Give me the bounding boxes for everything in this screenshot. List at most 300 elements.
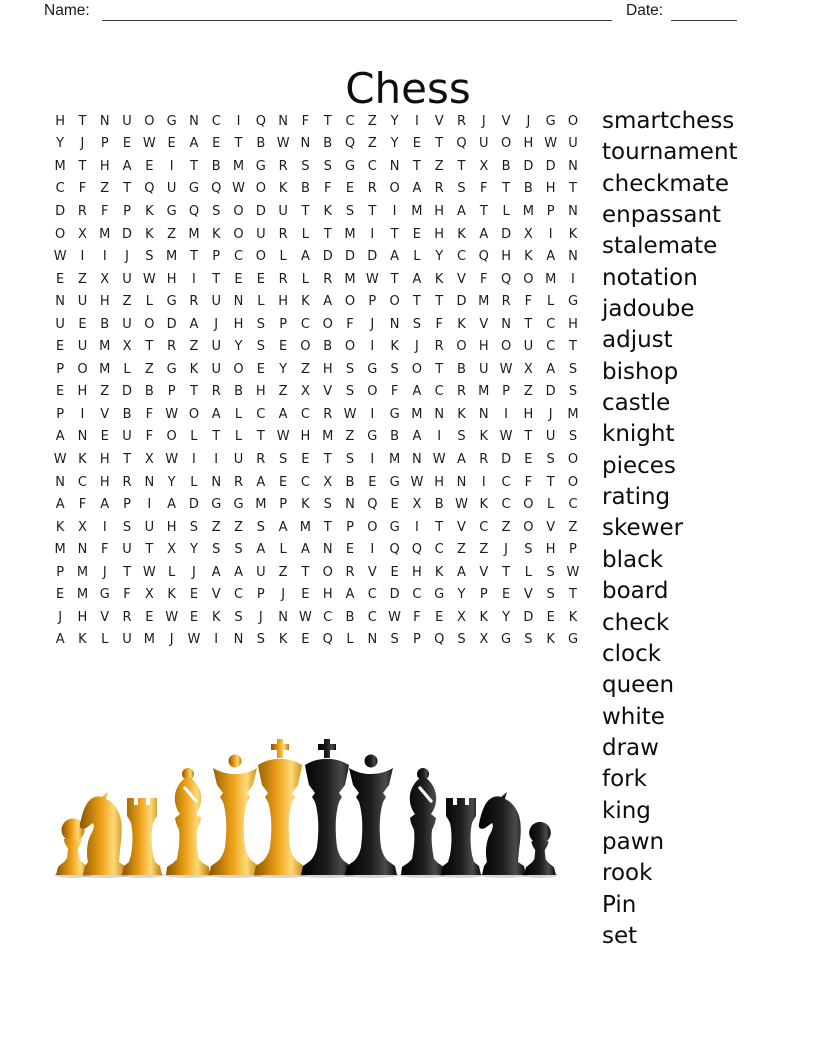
- grid-cell: S: [278, 451, 288, 467]
- grid-cell: N: [389, 316, 400, 332]
- grid-cell: T: [256, 429, 265, 445]
- word-list-item: white: [602, 703, 665, 730]
- gold-king-icon: [254, 739, 306, 875]
- grid-cell: W: [142, 136, 156, 152]
- grid-cell: O: [255, 249, 266, 265]
- grid-cell: E: [546, 609, 555, 625]
- grid-cell: T: [368, 203, 377, 219]
- grid-cell: P: [412, 632, 421, 648]
- grid-cell: D: [122, 226, 133, 242]
- grid-cell: X: [412, 497, 422, 513]
- grid-cell: K: [278, 181, 288, 197]
- grid-cell: Y: [56, 136, 65, 152]
- grid-cell: I: [192, 271, 196, 287]
- grid-cell: T: [123, 564, 132, 580]
- grid-cell: X: [77, 226, 87, 242]
- word-list-item: clock: [602, 640, 662, 667]
- grid-cell: C: [323, 609, 333, 625]
- grid-cell: M: [143, 632, 155, 648]
- grid-cell: H: [255, 384, 266, 400]
- grid-cell: S: [189, 519, 199, 535]
- grid-cell: M: [232, 158, 245, 174]
- grid-cell: T: [435, 294, 444, 310]
- grid-cell: N: [278, 113, 288, 129]
- grid-cell: G: [99, 587, 110, 603]
- grid-cell: Z: [122, 294, 132, 310]
- grid-cell: G: [367, 361, 378, 377]
- grid-cell: B: [345, 609, 355, 625]
- grid-cell: D: [55, 203, 66, 219]
- grid-cell: D: [322, 249, 333, 265]
- grid-cell: T: [78, 113, 87, 129]
- grid-cell: U: [523, 339, 534, 355]
- grid-cell: T: [435, 136, 444, 152]
- grid-cell: U: [256, 564, 266, 580]
- grid-cell: J: [80, 136, 85, 152]
- grid-cell: K: [434, 564, 444, 580]
- grid-cell: H: [545, 181, 556, 197]
- grid-cell: G: [166, 361, 177, 377]
- word-list-item: king: [602, 797, 651, 824]
- grid-cell: E: [78, 316, 87, 332]
- grid-cell: X: [122, 339, 132, 355]
- grid-cell: D: [367, 249, 378, 265]
- grid-cell: I: [80, 406, 85, 422]
- grid-cell: I: [214, 451, 219, 467]
- grid-cell: S: [568, 361, 578, 377]
- grid-cell: W: [276, 429, 290, 445]
- grid-cell: M: [188, 226, 200, 242]
- grid-cell: T: [569, 587, 577, 603]
- grid-cell: D: [545, 158, 556, 174]
- grid-cell: S: [457, 429, 466, 445]
- grid-cell: V: [367, 564, 377, 580]
- grid-cell: N: [568, 249, 578, 265]
- word-list-item: notation: [602, 264, 698, 291]
- grid-cell: N: [478, 406, 489, 422]
- black-bishop-icon: [401, 768, 445, 875]
- black-queen-icon: [345, 755, 397, 876]
- grid-cell: O: [567, 474, 579, 490]
- grid-cell: N: [77, 542, 88, 558]
- grid-cell: K: [546, 632, 555, 648]
- black-pawn-icon: [524, 822, 556, 875]
- grid-cell: T: [145, 542, 154, 558]
- grid-cell: I: [214, 632, 219, 648]
- grid-cell: L: [145, 294, 153, 310]
- grid-cell: K: [568, 609, 578, 625]
- word-list-item: set: [602, 922, 638, 949]
- grid-cell: R: [501, 294, 511, 310]
- grid-cell: A: [412, 429, 422, 445]
- grid-cell: T: [457, 158, 466, 174]
- grid-cell: S: [234, 542, 243, 558]
- grid-cell: S: [546, 564, 555, 580]
- grid-cell: Q: [344, 136, 356, 152]
- grid-cell: W: [410, 474, 424, 490]
- grid-cell: A: [323, 294, 333, 310]
- grid-cell: G: [166, 294, 177, 310]
- grid-cell: T: [323, 226, 332, 242]
- grid-cell: A: [167, 497, 177, 513]
- grid-cell: A: [122, 158, 132, 174]
- grid-cell: I: [481, 474, 486, 490]
- grid-cell: S: [390, 632, 399, 648]
- grid-cell: I: [147, 497, 152, 513]
- word-list-item: rating: [602, 484, 671, 511]
- grid-cell: V: [457, 519, 466, 535]
- grid-cell: T: [78, 158, 87, 174]
- grid-cell: W: [499, 429, 513, 445]
- grid-cell: T: [189, 384, 198, 400]
- grid-cell: H: [77, 609, 88, 625]
- grid-cell: R: [256, 451, 266, 467]
- grid-cell: W: [232, 181, 245, 197]
- grid-cell: V: [479, 316, 489, 332]
- grid-cell: O: [567, 451, 579, 467]
- grid-cell: C: [77, 474, 87, 490]
- grid-cell: Z: [367, 113, 377, 129]
- word-list-item: queen: [602, 672, 675, 699]
- grid-cell: O: [255, 181, 266, 197]
- grid-cell: K: [479, 429, 489, 445]
- grid-cell: T: [412, 158, 421, 174]
- grid-cell: G: [389, 474, 400, 490]
- word-list-item: board: [602, 578, 669, 605]
- grid-cell: M: [411, 203, 423, 219]
- grid-cell: T: [145, 339, 154, 355]
- grid-cell: I: [102, 249, 107, 265]
- grid-cell: B: [345, 474, 355, 490]
- grid-cell: I: [370, 542, 375, 558]
- grid-cell: G: [211, 497, 222, 513]
- grid-cell: F: [524, 474, 533, 490]
- grid-cell: T: [502, 181, 511, 197]
- grid-cell: P: [56, 406, 65, 422]
- grid-cell: P: [56, 361, 65, 377]
- grid-cell: C: [546, 339, 556, 355]
- grid-cell: Q: [389, 542, 400, 558]
- grid-cell: J: [258, 609, 263, 625]
- grid-cell: U: [211, 339, 221, 355]
- grid-cell: J: [526, 113, 531, 129]
- grid-cell: S: [345, 361, 355, 377]
- grid-cell: H: [77, 384, 88, 400]
- date-input-line[interactable]: [671, 1, 737, 21]
- grid-cell: Y: [167, 474, 176, 490]
- grid-cell: E: [390, 497, 399, 513]
- grid-cell: G: [188, 181, 199, 197]
- grid-cell: B: [323, 339, 333, 355]
- grid-cell: S: [323, 158, 332, 174]
- grid-cell: K: [323, 203, 332, 219]
- grid-cell: Z: [479, 542, 489, 558]
- grid-cell: A: [412, 384, 422, 400]
- grid-cell: E: [100, 429, 109, 445]
- grid-cell: S: [145, 249, 154, 265]
- grid-cell: D: [501, 226, 512, 242]
- grid-cell: E: [301, 451, 310, 467]
- grid-cell: N: [412, 451, 422, 467]
- grid-cell: M: [478, 384, 490, 400]
- grid-cell: T: [479, 203, 488, 219]
- grid-cell: B: [256, 136, 266, 152]
- grid-cell: Z: [523, 384, 533, 400]
- grid-cell: G: [545, 113, 556, 129]
- grid-cell: Q: [188, 203, 200, 219]
- grid-cell: U: [122, 271, 132, 287]
- grid-cell: A: [100, 497, 110, 513]
- grid-cell: Q: [500, 271, 512, 287]
- grid-cell: B: [523, 181, 533, 197]
- grid-cell: Z: [144, 361, 154, 377]
- grid-cell: F: [524, 294, 533, 310]
- grid-cell: W: [53, 451, 67, 467]
- grid-cell: W: [165, 451, 179, 467]
- grid-cell: T: [234, 136, 243, 152]
- grid-cell: S: [345, 203, 355, 219]
- name-input-line[interactable]: [102, 1, 612, 21]
- grid-cell: H: [99, 474, 110, 490]
- grid-cell: E: [56, 271, 65, 287]
- grid-cell: F: [145, 429, 154, 445]
- grid-cell: W: [53, 249, 67, 265]
- grid-cell: M: [388, 451, 401, 467]
- grid-cell: L: [279, 249, 287, 265]
- grid-cell: R: [479, 451, 489, 467]
- grid-cell: C: [233, 587, 244, 603]
- grid-cell: C: [345, 113, 355, 129]
- grid-cell: U: [122, 542, 132, 558]
- grid-cell: E: [189, 609, 199, 625]
- grid-cell: R: [211, 384, 221, 400]
- grid-cell: K: [457, 226, 466, 242]
- grid-cell: R: [122, 609, 132, 625]
- grid-cell: E: [56, 339, 65, 355]
- grid-cell: S: [568, 429, 578, 445]
- grid-cell: C: [256, 406, 266, 422]
- grid-cell: G: [367, 429, 378, 445]
- grid-cell: J: [125, 249, 129, 265]
- grid-cell: A: [457, 203, 466, 219]
- black-king-icon: [301, 739, 353, 875]
- grid-cell: L: [101, 632, 109, 648]
- chess-pieces-illustration: [48, 730, 583, 878]
- grid-cell: I: [80, 249, 85, 265]
- grid-cell: K: [55, 519, 65, 535]
- grid-cell: B: [501, 158, 511, 174]
- grid-cell: Q: [255, 113, 266, 129]
- grid-cell: J: [414, 339, 419, 355]
- grid-cell: C: [367, 158, 377, 174]
- grid-cell: A: [211, 564, 221, 580]
- grid-cell: D: [545, 384, 556, 400]
- grid-cell: E: [167, 136, 176, 152]
- grid-cell: V: [501, 113, 511, 129]
- grid-cell: A: [234, 564, 243, 580]
- grid-cell: K: [568, 226, 578, 242]
- grid-cell: A: [546, 249, 556, 265]
- grid-cell: T: [212, 429, 221, 445]
- grid-cell: E: [412, 226, 421, 242]
- grid-cell: L: [547, 294, 555, 310]
- grid-cell: A: [278, 519, 288, 535]
- grid-cell: K: [145, 203, 154, 219]
- grid-cell: O: [344, 339, 356, 355]
- grid-cell: K: [189, 361, 199, 377]
- grid-cell: J: [281, 587, 286, 603]
- grid-cell: E: [435, 609, 444, 625]
- grid-cell: R: [367, 181, 377, 197]
- grid-cell: S: [546, 587, 555, 603]
- grid-cell: L: [234, 429, 243, 445]
- grid-cell: R: [456, 113, 467, 129]
- grid-cell: Z: [189, 339, 199, 355]
- grid-cell: M: [99, 361, 111, 377]
- grid-cell: Z: [300, 361, 310, 377]
- grid-cell: D: [523, 158, 534, 174]
- grid-cell: V: [457, 271, 466, 287]
- grid-cell: D: [345, 249, 356, 265]
- grid-cell: G: [344, 158, 356, 174]
- grid-cell: O: [144, 316, 155, 332]
- grid-cell: J: [102, 564, 107, 580]
- grid-cell: H: [233, 316, 244, 332]
- grid-cell: J: [370, 316, 375, 332]
- grid-cell: T: [569, 339, 577, 355]
- grid-cell: R: [234, 474, 244, 490]
- grid-cell: A: [457, 451, 466, 467]
- grid-cell: Y: [279, 361, 288, 377]
- grid-cell: X: [144, 451, 154, 467]
- grid-cell: R: [77, 203, 87, 219]
- word-list-item: stalemate: [602, 233, 718, 260]
- grid-cell: O: [523, 271, 534, 287]
- grid-cell: O: [233, 361, 244, 377]
- grid-cell: Y: [390, 136, 399, 152]
- grid-cell: H: [434, 474, 445, 490]
- grid-cell: L: [190, 474, 198, 490]
- word-list-item: enpassant: [602, 202, 722, 229]
- grid-cell: F: [78, 181, 87, 197]
- grid-cell: Z: [278, 564, 288, 580]
- grid-cell: X: [300, 384, 310, 400]
- grid-cell: Z: [457, 542, 466, 558]
- grid-cell: A: [345, 587, 355, 603]
- grid-cell: T: [390, 226, 399, 242]
- grid-cell: D: [389, 587, 400, 603]
- grid-cell: S: [256, 339, 265, 355]
- grid-cell: A: [55, 497, 65, 513]
- grid-cell: I: [370, 451, 375, 467]
- grid-cell: J: [214, 316, 219, 332]
- grid-cell: X: [100, 271, 110, 287]
- grid-cell: U: [122, 632, 132, 648]
- grid-cell: Z: [568, 519, 578, 535]
- word-list-item: black: [602, 546, 664, 573]
- grid-cell: P: [123, 497, 131, 513]
- grid-cell: V: [434, 113, 444, 129]
- grid-cell: I: [370, 339, 375, 355]
- grid-cell: W: [298, 609, 312, 625]
- grid-cell: I: [169, 158, 174, 174]
- grid-cell: M: [478, 294, 490, 310]
- grid-cell: P: [256, 587, 265, 603]
- grid-cell: K: [457, 316, 466, 332]
- grid-cell: C: [412, 587, 422, 603]
- grid-cell: N: [322, 542, 333, 558]
- grid-cell: U: [122, 429, 132, 445]
- grid-cell: O: [456, 339, 467, 355]
- grid-cell: D: [501, 451, 512, 467]
- grid-cell: H: [99, 451, 110, 467]
- grid-cell: S: [524, 632, 533, 648]
- grid-cell: R: [456, 384, 467, 400]
- grid-cell: B: [211, 158, 221, 174]
- grid-cell: X: [457, 609, 466, 625]
- grid-cell: F: [101, 542, 109, 558]
- grid-cell: E: [524, 451, 533, 467]
- grid-cell: O: [567, 113, 579, 129]
- grid-cell: O: [322, 316, 333, 332]
- grid-cell: J: [58, 609, 63, 625]
- grid-cell: Y: [234, 339, 243, 355]
- grid-cell: M: [255, 497, 267, 513]
- grid-cell: U: [479, 136, 489, 152]
- grid-cell: H: [166, 519, 177, 535]
- grid-cell: I: [504, 406, 508, 422]
- word-list-item: pieces: [602, 452, 676, 479]
- grid-cell: Y: [390, 113, 399, 129]
- grid-cell: Q: [322, 632, 333, 648]
- grid-cell: K: [524, 249, 533, 265]
- grid-cell: W: [142, 271, 156, 287]
- grid-cell: K: [479, 497, 489, 513]
- grid-cell: V: [211, 587, 221, 603]
- grid-cell: U: [122, 316, 132, 332]
- grid-cell: G: [389, 519, 400, 535]
- grid-cell: P: [346, 519, 354, 535]
- grid-cell: L: [413, 249, 421, 265]
- grid-cell: V: [523, 587, 533, 603]
- grid-cell: U: [144, 519, 155, 535]
- grid-cell: G: [434, 587, 445, 603]
- grid-cell: T: [502, 564, 511, 580]
- grid-cell: F: [346, 316, 354, 332]
- grid-cell: H: [300, 429, 311, 445]
- grid-cell: J: [169, 632, 174, 648]
- grid-cell: L: [502, 203, 510, 219]
- grid-cell: E: [279, 339, 288, 355]
- grid-cell: F: [301, 113, 310, 129]
- grid-cell: N: [345, 497, 355, 513]
- grid-cell: A: [546, 361, 556, 377]
- grid-cell: X: [167, 542, 177, 558]
- grid-cell: S: [212, 542, 221, 558]
- grid-cell: H: [412, 564, 422, 580]
- grid-cell: C: [367, 609, 377, 625]
- grid-cell: X: [144, 587, 154, 603]
- grid-cell: Q: [434, 632, 445, 648]
- grid-cell: N: [389, 158, 400, 174]
- grid-cell: T: [412, 294, 421, 310]
- grid-cell: H: [501, 249, 511, 265]
- grid-cell: Z: [234, 519, 243, 535]
- grid-cell: L: [190, 429, 198, 445]
- word-list-item: checkmate: [602, 170, 730, 197]
- grid-cell: N: [233, 294, 244, 310]
- grid-cell: T: [435, 519, 444, 535]
